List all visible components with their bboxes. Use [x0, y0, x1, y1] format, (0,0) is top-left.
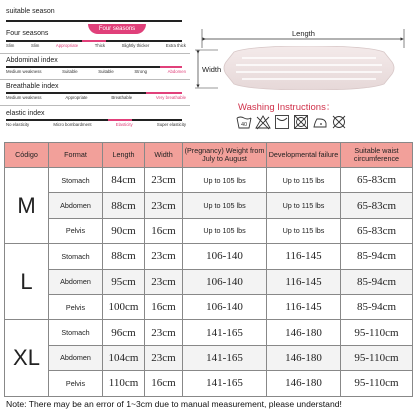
length-cell: 104cm	[103, 345, 145, 370]
weight-cell: 106-140	[183, 244, 267, 269]
length-label: Length	[292, 29, 315, 38]
scale-line	[6, 119, 182, 121]
belt-image	[220, 46, 398, 90]
table-row	[5, 269, 413, 294]
scale-title: elastic index	[6, 110, 45, 117]
failure-cell: Up to 115 lbs	[267, 193, 341, 218]
weight-cell: 141-165	[183, 371, 267, 396]
weight-cell: Up to 105 lbs	[183, 168, 267, 193]
header-failure: Developmental failure	[267, 143, 341, 168]
scale-title: suitable season	[6, 8, 55, 15]
length-cell: 84cm	[103, 168, 145, 193]
table-row	[5, 244, 413, 269]
failure-cell: 116-145	[267, 294, 341, 319]
divider	[0, 105, 190, 106]
washing-icons	[236, 114, 347, 130]
width-cell: 16cm	[145, 218, 183, 243]
scale-option: Abdomen	[167, 69, 186, 74]
format-cell: Pelvis	[49, 371, 103, 396]
scale-highlight	[160, 66, 182, 69]
header-length: Length	[103, 143, 145, 168]
weight-cell: Up to 105 lbs	[183, 193, 267, 218]
failure-cell: Up to 115 lbs	[267, 218, 341, 243]
format-cell: Abdomen	[49, 345, 103, 370]
failure-cell: 146-180	[267, 345, 341, 370]
width-cell: 16cm	[145, 294, 183, 319]
failure-cell: 146-180	[267, 371, 341, 396]
washing-instructions-title: Washing Instructions：	[238, 102, 336, 113]
scale-option: Slim	[6, 43, 15, 48]
scale-option: Slim	[30, 43, 40, 48]
four-seasons-tag: Four seasons	[88, 24, 146, 34]
wash-temperature: 40	[240, 122, 248, 128]
format-cell: Stomach	[49, 168, 103, 193]
scale-highlight	[146, 92, 182, 95]
header-weight: (Pregnancy) Weight from July to August	[183, 143, 267, 168]
waist-cell: 85-94cm	[341, 294, 413, 319]
scale-option: Thick	[94, 43, 105, 48]
wash-40-icon	[236, 114, 252, 130]
scale-option: Breathable	[111, 95, 133, 100]
width-cell: 23cm	[145, 269, 183, 294]
scale-option: Medium weakness	[6, 69, 42, 74]
width-cell: 23cm	[145, 320, 183, 345]
length-cell: 100cm	[103, 294, 145, 319]
scale-options	[6, 122, 186, 127]
length-cell: 96cm	[103, 320, 145, 345]
width-cell: 23cm	[145, 345, 183, 370]
scale-option: Elasticity	[115, 122, 133, 127]
table-row	[5, 320, 413, 345]
length-cell: 110cm	[103, 371, 145, 396]
belt-dimension-diagram	[194, 26, 408, 102]
failure-cell: Up to 115 lbs	[267, 168, 341, 193]
hang-dry-icon	[274, 114, 290, 130]
scale-option: Very breathable	[155, 95, 186, 100]
weight-cell: 106-140	[183, 269, 267, 294]
low-iron-icon	[312, 114, 328, 130]
width-cell: 23cm	[145, 193, 183, 218]
scale-option: Super elasticity	[156, 122, 186, 127]
length-cell: 95cm	[103, 269, 145, 294]
waist-cell: 85-94cm	[341, 269, 413, 294]
scale-highlight	[108, 119, 132, 122]
waist-cell: 85-94cm	[341, 244, 413, 269]
measurement-note: Note: There may be an error of 1~3cm due to manual measurement, please understand!	[6, 399, 342, 409]
scale-options	[6, 69, 186, 74]
weight-cell: 141-165	[183, 345, 267, 370]
format-cell: Pelvis	[49, 218, 103, 243]
failure-cell: 116-145	[267, 244, 341, 269]
waist-cell: 65-83cm	[341, 218, 413, 243]
divider	[0, 53, 190, 54]
scale-title: Abdominal index	[6, 57, 58, 64]
scale-option: Appropriate	[65, 95, 88, 100]
table-row	[5, 193, 413, 218]
scale-option: Extra thick	[165, 43, 186, 48]
table-header-row	[5, 143, 413, 168]
scale-option: Micro bombardment	[53, 122, 92, 127]
scale-option: Suitable	[98, 69, 114, 74]
width-cell: 16cm	[145, 371, 183, 396]
scale-options	[6, 43, 186, 48]
length-cell: 90cm	[103, 218, 145, 243]
failure-cell: 146-180	[267, 320, 341, 345]
width-cell: 23cm	[145, 244, 183, 269]
scale-option: No elasticity	[6, 122, 30, 127]
table-row	[5, 294, 413, 319]
table-body	[5, 168, 413, 397]
waist-cell: 65-83cm	[341, 193, 413, 218]
size-code-cell: M	[5, 168, 49, 244]
scale-line	[6, 66, 182, 68]
weight-cell: Up to 105 lbs	[183, 218, 267, 243]
format-cell: Stomach	[49, 244, 103, 269]
property-scales	[0, 0, 196, 135]
format-cell: Abdomen	[49, 269, 103, 294]
width-label: Width	[202, 65, 222, 74]
scale-option: Medium weakness	[6, 95, 42, 100]
size-code-cell: XL	[5, 320, 49, 396]
header-format: Format	[49, 143, 103, 168]
weight-cell: 141-165	[183, 320, 267, 345]
scale-title: Four seasons	[6, 30, 49, 37]
header-width: Width	[145, 143, 183, 168]
table-row	[5, 345, 413, 370]
scale-option: Slightly thicker	[121, 43, 150, 48]
scale-line	[6, 20, 182, 22]
size-code-cell: L	[5, 244, 49, 320]
scale-options	[6, 95, 186, 100]
format-cell: Abdomen	[49, 193, 103, 218]
scale-title: Breathable index	[6, 83, 59, 90]
header-waist: Suitable waist circumference	[341, 143, 413, 168]
width-cell: 23cm	[145, 168, 183, 193]
scale-highlight	[82, 40, 106, 43]
table-row	[5, 218, 413, 243]
failure-cell: 116-145	[267, 269, 341, 294]
no-tumble-dry-icon	[293, 114, 309, 130]
no-dry-clean-icon	[331, 114, 347, 130]
scale-option: Appropriate	[55, 43, 79, 48]
weight-cell: 106-140	[183, 294, 267, 319]
format-cell: Stomach	[49, 320, 103, 345]
size-table	[4, 142, 413, 397]
divider	[0, 79, 190, 80]
waist-cell: 95-110cm	[341, 345, 413, 370]
scale-option: Suitable	[62, 69, 78, 74]
length-cell: 88cm	[103, 193, 145, 218]
scale-option: Strong	[134, 69, 148, 74]
table-row	[5, 371, 413, 396]
no-bleach-icon	[255, 114, 271, 130]
header-code: Código	[5, 143, 49, 168]
waist-cell: 95-110cm	[341, 320, 413, 345]
waist-cell: 65-83cm	[341, 168, 413, 193]
length-cell: 88cm	[103, 244, 145, 269]
format-cell: Pelvis	[49, 294, 103, 319]
table-row	[5, 168, 413, 193]
waist-cell: 95-110cm	[341, 371, 413, 396]
